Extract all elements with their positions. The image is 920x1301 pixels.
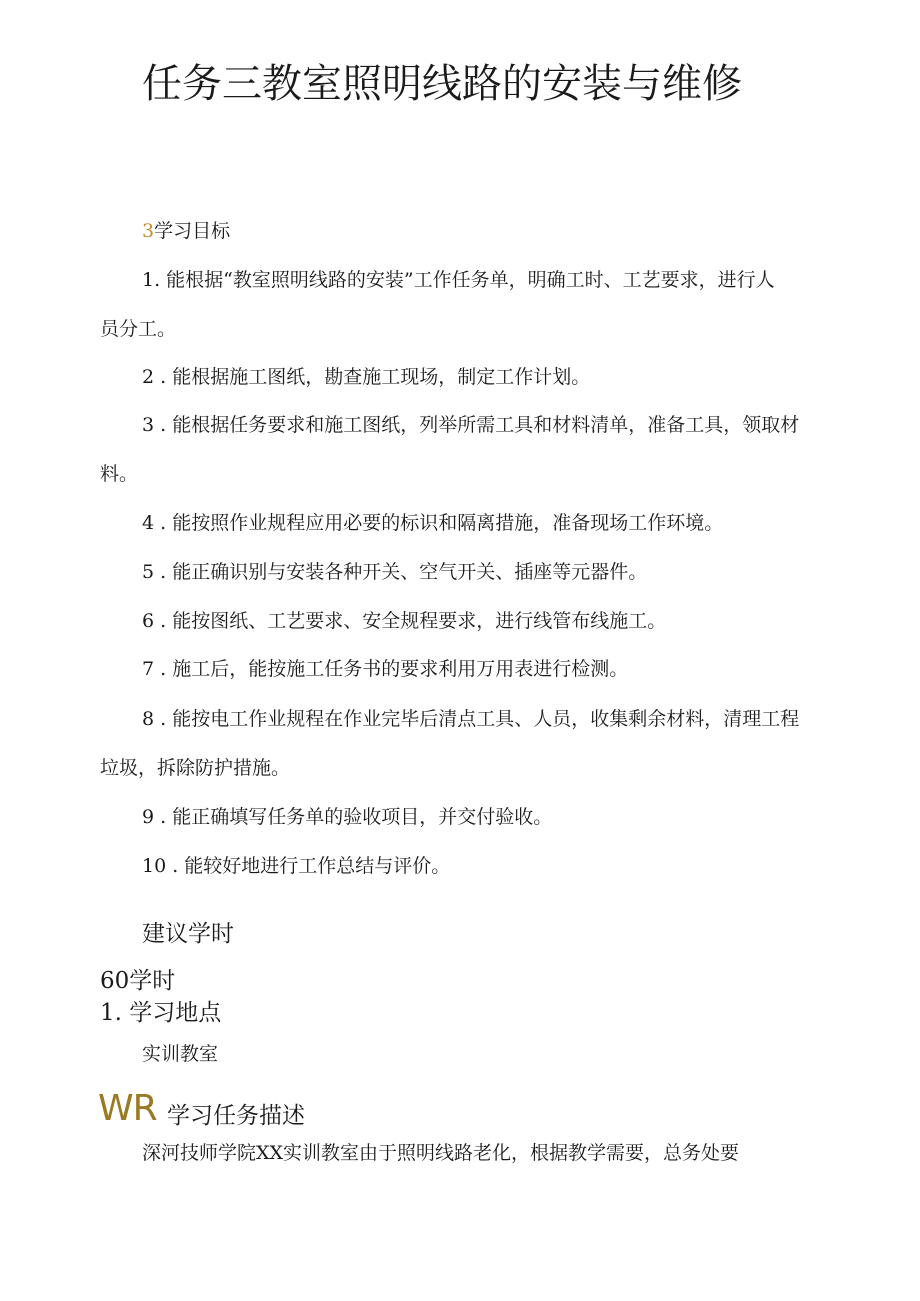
objective-item-4: 4 . 能按照作业规程应用必要的标识和隔离措施，准备现场工作环境。 <box>142 512 724 534</box>
objective-item-1-line-1: 1. 能根据“教室照明线路的安装”工作任务单，明确工时、工艺要求，进行人 <box>142 269 775 291</box>
objectives-heading-label: 学习目标 <box>154 220 231 242</box>
location-heading: 1. 学习地点 <box>100 1000 222 1026</box>
objective-item-8-line-1: 8 . 能按电工作业规程在作业完毕后清点工具、人员，收集剩余材料，清理工程 <box>142 708 800 730</box>
objective-item-9: 9 . 能正确填写任务单的验收项目，并交付验收。 <box>142 806 553 828</box>
objective-item-3-line-2: 料。 <box>100 463 139 485</box>
objective-item-8-line-2: 垃圾，拆除防护措施。 <box>100 757 291 779</box>
description-heading: 学习任务描述 <box>167 1103 305 1129</box>
objective-item-2: 2 . 能根据施工图纸，勘查施工现场，制定工作计划。 <box>142 366 591 388</box>
hours-value: 60学时 <box>100 968 176 994</box>
objective-item-6: 6 . 能按图纸、工艺要求、安全规程要求，进行线管布线施工。 <box>142 610 667 632</box>
description-text: 深河技师学院XX实训教室由于照明线路老化，根据教学需要，总务处要 <box>142 1142 740 1164</box>
location-value: 实训教室 <box>142 1043 219 1065</box>
hours-heading: 建议学时 <box>142 921 234 947</box>
objectives-heading <box>142 222 230 241</box>
section-number: 3 <box>142 220 155 242</box>
objective-item-5: 5 . 能正确识别与安装各种开关、空气开关、插座等元器件。 <box>142 561 648 583</box>
objective-item-1-line-2: 员分工。 <box>100 318 177 340</box>
objective-item-7: 7 . 施工后，能按施工任务书的要求利用万用表进行检测。 <box>142 658 629 680</box>
objective-item-10: 10 . 能较好地进行工作总结与评价。 <box>142 855 451 877</box>
objective-item-3-line-1: 3 . 能根据任务要求和施工图纸，列举所需工具和材料清单，准备工具，领取材 <box>142 414 800 436</box>
section-mark: WR <box>98 1088 157 1129</box>
page-title: 任务三教室照明线路的安装与维修 <box>142 61 742 107</box>
